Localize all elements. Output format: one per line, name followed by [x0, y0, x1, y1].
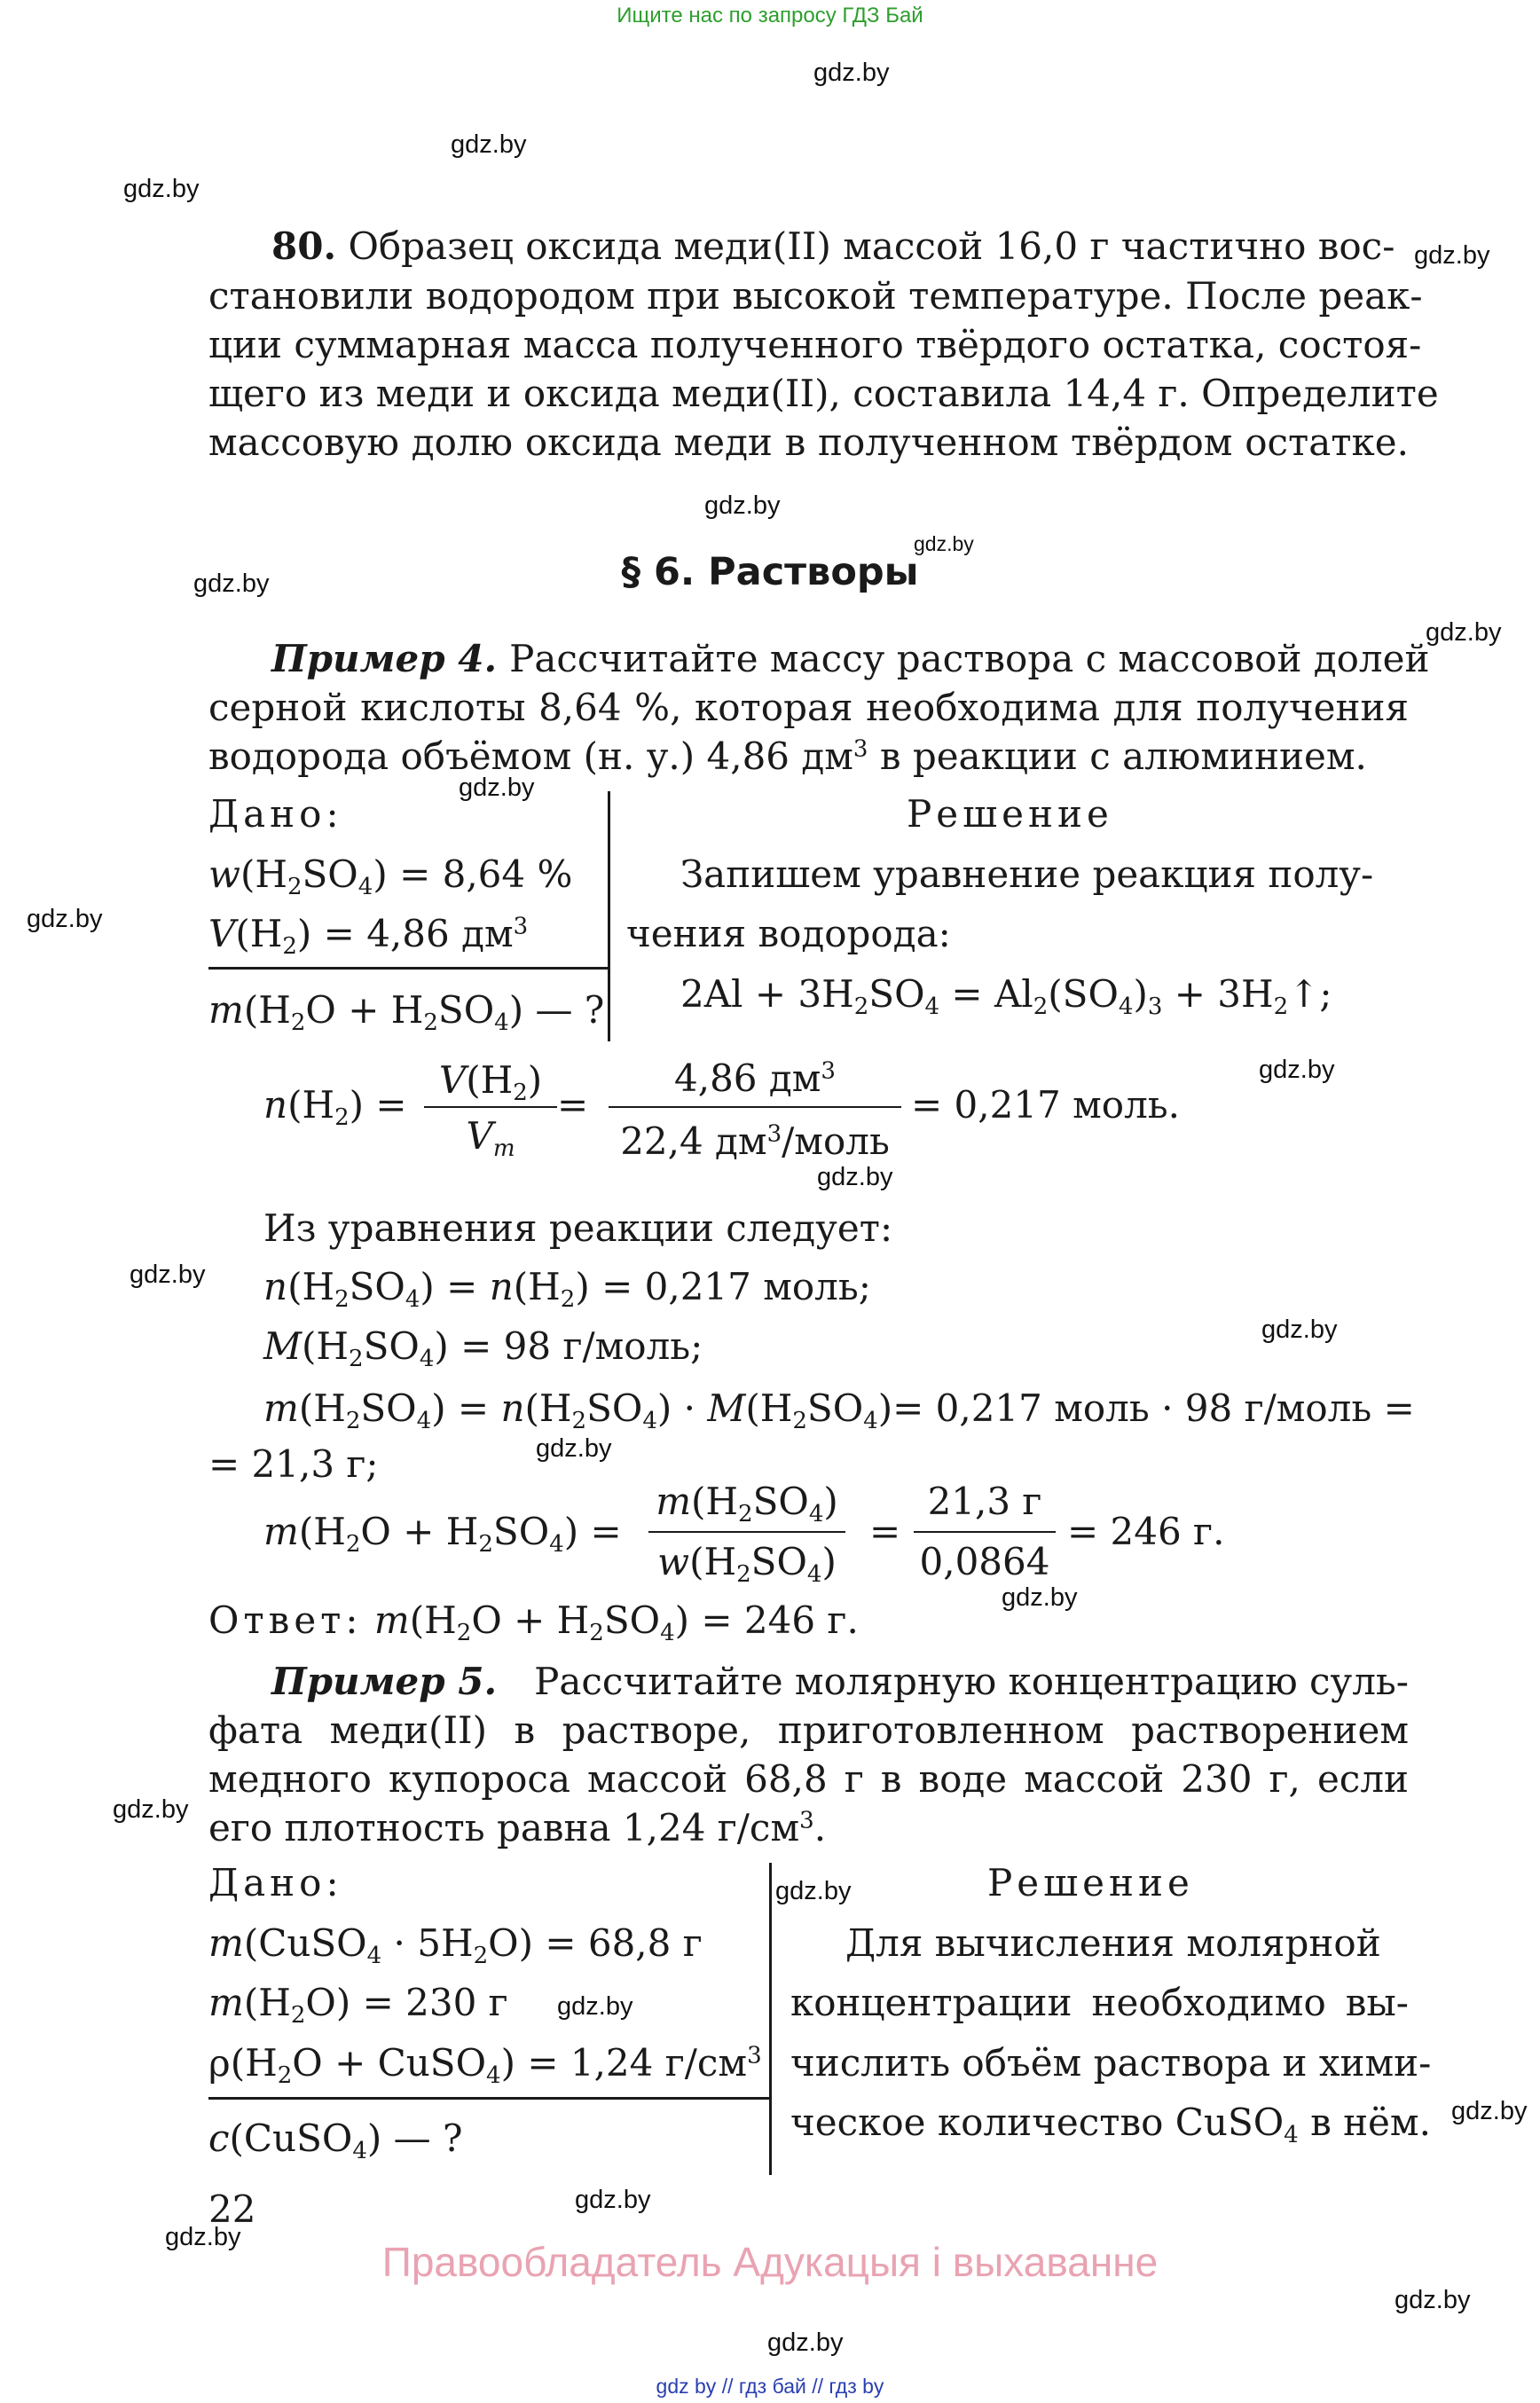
footer-links[interactable]: gdz by // гдз бай // гдз by [656, 2375, 884, 2398]
fraction-den: 0,0864 [919, 1540, 1050, 1583]
watermark: gdz.by [704, 491, 781, 520]
watermark: gdz.by [193, 569, 270, 598]
example-text: его плотность равна 1,24 г/см [208, 1806, 800, 1849]
watermark: gdz.by [1414, 241, 1490, 270]
section-title: § 6. Растворы [621, 550, 919, 594]
page-number: 22 [208, 2187, 256, 2231]
watermark: gdz.by [1426, 618, 1502, 647]
example-5-line-3: медного купороса массой 68,8 г в воде массой 230 г, если [208, 1757, 1409, 1801]
given-separator [769, 1863, 772, 2175]
example-4-line-3: водорода объёмом (н. у.) 4,86 $дм^3$ в реакции с алюминием. [208, 734, 1367, 778]
fraction-den: 22,4 $дм^3$/моль [620, 1119, 890, 1163]
example-text: Рассчитайте молярную концентрацию суль- [534, 1660, 1409, 1703]
fraction-v-num: $V(H_2)$ [438, 1058, 543, 1106]
answer-label: Ответ: [208, 1598, 363, 1642]
given-rho: $\rho(H_2O$ + CuSO$_4$) = 1,24 $г/см^3$ [208, 2041, 762, 2089]
watermark: gdz.by [451, 130, 527, 159]
fraction-num: 4,86 $дм^3$ [674, 1056, 836, 1100]
solution-text: ческое количество CuSO [790, 2101, 1285, 2144]
answer-value: = 246 г. [701, 1598, 859, 1642]
given-value: = 8,64 % [399, 852, 573, 896]
mass-h2so4-line: $m(H_2SO_4) = n(H_2SO_4) \cdot M(H_2SO_4)$ = 0,217 моль · 98 г/моль = [263, 1386, 1415, 1434]
problem-80-line-4: щего из меди и оксида меди(II), составила 14,4 г. Определите [208, 372, 1439, 415]
watermark: gdz.by [536, 1434, 612, 1463]
given-separator [608, 791, 610, 1041]
fraction-bar [648, 1531, 845, 1533]
equals-sign: = [557, 1083, 589, 1127]
watermark: gdz.by [1451, 2097, 1528, 2125]
fraction-num: 21,3 г [927, 1480, 1042, 1523]
find-mark: — ? [393, 2116, 463, 2160]
watermark: gdz.by [575, 2186, 651, 2214]
watermark: gdz.by [813, 59, 890, 87]
given-label: Дано: [208, 792, 343, 836]
given-label: Дано: [208, 1861, 343, 1904]
fraction-text: 4,86 дм [674, 1056, 821, 1100]
given-m-cuso4: m(CuSO$_4$ · $5H_2O) = 68,8$ г [208, 1921, 703, 1969]
problem-80-line-5: массовую долю оксида меди в полученном твёрдом остатке. [208, 420, 1409, 464]
example-5-line-2: фата меди(II) в растворе, приготовленном растворением [208, 1708, 1409, 1752]
problem-80-line-2: становили водородом при высокой температуре. После реак- [208, 274, 1423, 318]
find-mass: $m(H_2O + H_2SO_4)$ — ? [208, 988, 605, 1036]
rights-holder-text: Правообладатель Адукацыя і выхаванне [381, 2239, 1159, 2285]
given-value: = 230 г [362, 1981, 508, 2024]
fraction-text: 22,4 дм [620, 1119, 767, 1163]
watermark: gdz.by [557, 1992, 633, 2021]
solution-line-3: числить объём раствора и хими- [790, 2041, 1432, 2085]
watermark: gdz.by [130, 1260, 206, 1289]
given-v: $V(H_2) = 4,86$ $дм^3$ [208, 912, 529, 960]
watermark: gdz.by [123, 175, 200, 203]
fraction-bar [914, 1531, 1056, 1533]
calc-value: = 0,217 моль · 98 г/моль = [892, 1386, 1415, 1430]
fraction-bar [424, 1106, 557, 1108]
watermark: gdz.by [165, 2223, 241, 2251]
watermark: gdz.by [1395, 2286, 1471, 2314]
mass-result-line: = 21,3 г; [208, 1442, 379, 1486]
reaction-equation: $2Al + 3H_2SO_4 = Al_2(SO_4)_3$ + $3H_2↑$; [680, 972, 1332, 1020]
given-m-h2o: $m(H_2O) = 230$ г [208, 1981, 508, 2029]
watermark: gdz.by [459, 774, 535, 802]
calc-n-result: = 0,217 моль. [911, 1083, 1180, 1127]
watermark: gdz.by [1002, 1583, 1078, 1612]
watermark: gdz.by [767, 2328, 844, 2357]
watermark: gdz.by [113, 1795, 189, 1824]
solution-label: Решение [907, 792, 1113, 836]
problem-number: 80. [271, 224, 337, 268]
example-text: Рассчитайте массу раствора с массовой долей [509, 637, 1430, 680]
solution-line-4: ческое количество CuSO$_4$ в нём. [790, 2101, 1431, 2148]
m-h2so4-line: $M(H_2SO_4) = 98$ г/моль; [263, 1324, 703, 1372]
example-text: в реакции с алюминием. [868, 734, 1367, 778]
watermark: gdz.by [914, 532, 974, 555]
problem-80-line-1 [271, 224, 1409, 268]
equals-sign: = [869, 1510, 901, 1553]
example-text: водорода объёмом (н. у.) 4,86 дм [208, 734, 853, 778]
given-w: $w(H_2SO_4) = 8,64$ % [208, 852, 573, 900]
find-c: c(CuSO$_4$) — ? [208, 2116, 463, 2164]
watermark: gdz.by [775, 1877, 852, 1905]
solution-line-2: концентрации необходимо вы- [790, 1981, 1409, 2024]
n-h2so4-line: $n(H_2SO_4) = n(H_2) = 0,217$ моль; [263, 1265, 871, 1313]
given-value: = 4,86 дм [323, 912, 514, 955]
find-mark: — ? [535, 988, 605, 1032]
watermark: gdz.by [27, 905, 103, 933]
example-text: . [813, 1806, 827, 1849]
problem-80-line-3: ции суммарная масса полученного твёрдого остатка, состоя- [208, 323, 1422, 366]
given-divider [208, 967, 608, 970]
solution-text: в нём. [1298, 2101, 1431, 2144]
fraction-bar [609, 1106, 901, 1108]
example-4-line-2: серной кислоты 8,64 %, которая необходима для получения [208, 686, 1409, 729]
top-banner[interactable]: Ищите нас по запросу ГДЗ Бай [617, 4, 923, 27]
problem-text: Образец оксида меди(II) массой 16,0 г частично вос- [348, 224, 1395, 268]
example-5-line-1 [271, 1660, 1409, 1703]
given-divider [208, 2097, 770, 2100]
watermark: gdz.by [817, 1163, 893, 1191]
example-4-line-1 [271, 637, 1430, 680]
mass-solution-label: $m(H_2O + H_2SO_4)$ = [263, 1510, 622, 1558]
fraction-v-den: $V_m$ [466, 1114, 515, 1162]
example-5-line-4: его плотность равна 1,24 $г/см^3$. [208, 1806, 827, 1849]
fraction-text: /моль [782, 1119, 890, 1163]
from-equation: Из уравнения реакции следует: [263, 1206, 893, 1250]
solution-label: Решение [987, 1861, 1194, 1904]
fraction-den: $w(H_2SO_4)$ [657, 1540, 837, 1588]
watermark: gdz.by [1259, 1056, 1335, 1084]
given-value: = 1,24 г/см [527, 2041, 748, 2085]
calc-value: = 0,217 моль; [601, 1265, 871, 1308]
given-value: = 68,8 г [545, 1921, 703, 1965]
fraction-num: $m(H_2SO_4)$ [656, 1480, 838, 1527]
example-label: Пример 5. [271, 1660, 498, 1703]
watermark: gdz.by [1261, 1315, 1338, 1344]
solution-line-1: Запишем уравнение реакция полу- [680, 852, 1374, 896]
example-label: Пример 4. [271, 637, 498, 680]
solution-line-1: Для вычисления молярной [845, 1921, 1381, 1965]
answer-line: Ответ: $m(H_2O + H_2SO_4) = 246$ г. [208, 1598, 859, 1646]
final-result: = 246 г. [1067, 1510, 1225, 1553]
solution-line-2: чения водорода: [626, 912, 951, 955]
calc-n-label: $n(H_2)$ = [263, 1083, 407, 1131]
calc-value: = 98 г/моль; [460, 1324, 703, 1368]
